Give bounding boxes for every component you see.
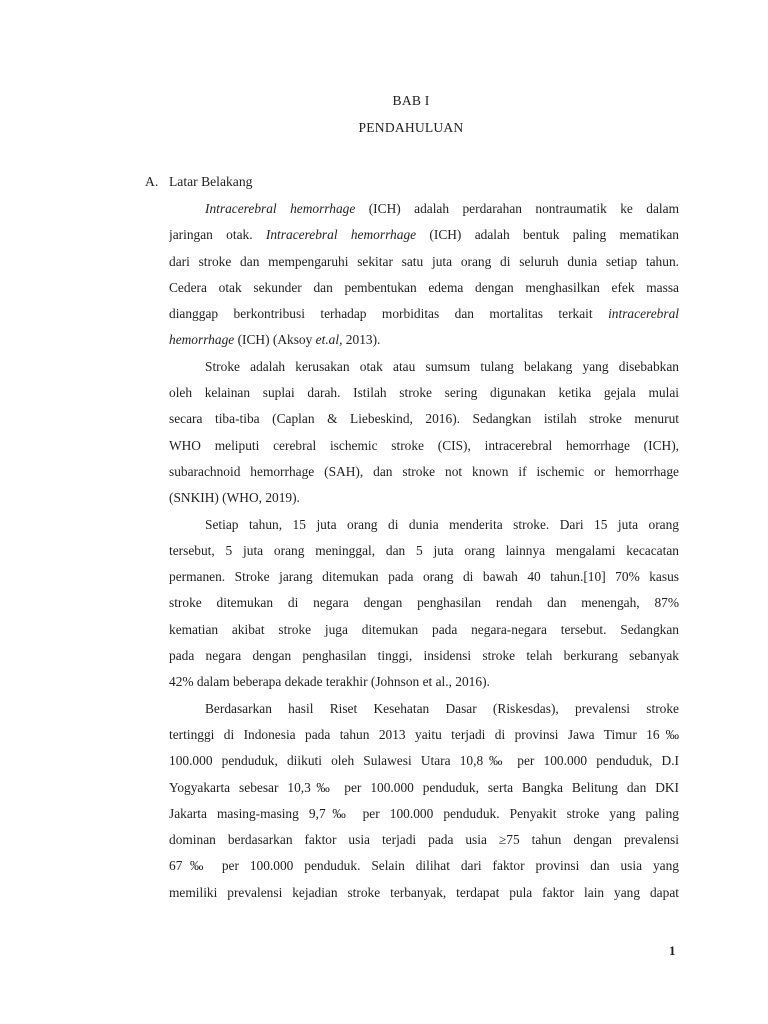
text-line	[169, 880, 679, 906]
body-text	[169, 196, 679, 906]
paragraph	[169, 196, 679, 354]
text-run: dianggap berkontribusi terhadap morbiditas dan mortalitas terkait	[169, 306, 609, 322]
text-line	[169, 433, 679, 459]
text-run: kematian akibat stroke juga ditemukan pada negara-negara tersebut. Sedangkan	[169, 621, 679, 637]
text-run: 67‰ per 100.000 penduduk. Selain dilihat dari faktor provinsi dan usia yang	[169, 858, 679, 874]
text-line	[169, 669, 679, 695]
paragraph	[169, 696, 679, 906]
text-run: (SNKIH) (WHO, 2019).	[169, 490, 300, 506]
text-line	[169, 222, 679, 248]
text-run: Yogyakarta sebesar 10,3‰ per 100.000 penduduk, serta Bangka Belitung dan DKI	[169, 779, 679, 795]
text-run: Setiap tahun, 15 juta orang di dunia menderita stroke. Dari 15 juta orang	[205, 516, 679, 532]
text-line	[169, 196, 679, 222]
text-run: dari stroke dan mempengaruhi sekitar satu juta orang di seluruh dunia setiap tahun.	[169, 253, 679, 269]
text-run: oleh kelainan suplai darah. Istilah stroke sering digunakan ketika gejala mulai	[169, 385, 679, 401]
text-run: , 2013).	[339, 332, 381, 348]
text-line	[169, 590, 679, 616]
text-run: secara tiba-tiba (Caplan & Liebeskind, 2016). Sedangkan istilah stroke menurut	[169, 411, 679, 427]
text-run: jaringan otak.	[169, 227, 266, 243]
text-line	[169, 853, 679, 879]
text-run: Cedera otak sekunder dan pembentukan edema dengan menghasilkan efek massa	[169, 279, 679, 295]
chapter-title: PENDAHULUAN	[358, 120, 464, 135]
text-run: stroke ditemukan di negara dengan penghasilan rendah dan menengah, 87%	[169, 595, 679, 611]
text-line	[169, 301, 679, 327]
text-run: permanen. Stroke jarang ditemukan pada orang di bawah 40 tahun.[10] 70% kasus	[169, 569, 679, 585]
text-line	[169, 617, 679, 643]
section-heading	[145, 174, 252, 190]
text-run: 42% dalam beberapa dekade terakhir (Johnson et al., 2016).	[169, 674, 490, 690]
text-run: tertinggi di Indonesia pada tahun 2013 yaitu terjadi di provinsi Jawa Timur 16‰	[169, 726, 679, 742]
text-line	[169, 459, 679, 485]
text-line	[169, 643, 679, 669]
text-line	[169, 485, 679, 511]
text-run: Berdasarkan hasil Riset Kesehatan Dasar (Riskesdas), prevalensi stroke	[205, 700, 679, 716]
text-run: tersebut, 5 juta orang meninggal, dan 5 juta orang lainnya mengalami kecacatan	[169, 542, 679, 558]
text-run: pada negara dengan penghasilan tinggi, insidensi stroke telah berkurang sebanyak	[169, 648, 679, 664]
text-run: WHO meliputi cerebral ischemic stroke (CIS), intracerebral hemorrhage (ICH),	[169, 437, 679, 453]
text-line	[169, 380, 679, 406]
text-run: subarachnoid hemorrhage (SAH), dan stroke not known if ischemic or hemorrhage	[169, 463, 679, 479]
text-line	[169, 538, 679, 564]
text-line	[169, 564, 679, 590]
section-letter: A.	[145, 174, 159, 189]
text-run: dominan berdasarkan faktor usia terjadi pada usia ≥75 tahun dengan prevalensi	[169, 832, 679, 848]
text-run: Stroke adalah kerusakan otak atau sumsum tulang belakang yang disebabkan	[205, 358, 679, 374]
text-line	[169, 775, 679, 801]
text-line	[169, 827, 679, 853]
text-line	[169, 406, 679, 432]
text-run: 100.000 penduduk, diikuti oleh Sulawesi Utara 10,8‰ per 100.000 penduduk, D.I	[169, 753, 679, 769]
text-run: memiliki prevalensi kejadian stroke terbanyak, terdapat pula faktor lain yang dapat	[169, 884, 679, 900]
text-line	[169, 354, 679, 380]
text-run: Jakarta masing-masing 9,7‰ per 100.000 penduduk. Penyakit stroke yang paling	[169, 805, 679, 821]
text-line	[169, 801, 679, 827]
text-line	[169, 748, 679, 774]
text-line	[169, 327, 679, 353]
text-run: (ICH) adalah perdarahan nontraumatik ke dalam	[355, 201, 679, 216]
italic-text: et.al	[315, 332, 340, 348]
text-line	[169, 722, 679, 748]
paragraph	[169, 354, 679, 512]
page-number: 1	[669, 943, 676, 958]
text-line	[169, 512, 679, 538]
text-run: (ICH) (Aksoy	[234, 332, 316, 348]
text-line	[169, 249, 679, 275]
section-title: Latar Belakang	[169, 174, 253, 189]
text-run: (ICH) adalah bentuk paling mematikan	[416, 227, 679, 243]
italic-text: Intracerebral hemorrhage	[265, 227, 417, 243]
paragraph	[169, 512, 679, 696]
italic-text: Intracerebral hemorrhage	[205, 201, 356, 216]
text-line	[169, 696, 679, 722]
italic-text: hemorrhage	[169, 332, 235, 348]
chapter-number: BAB I	[392, 93, 430, 108]
text-line	[169, 275, 679, 301]
italic-text: intracerebral	[608, 306, 679, 322]
